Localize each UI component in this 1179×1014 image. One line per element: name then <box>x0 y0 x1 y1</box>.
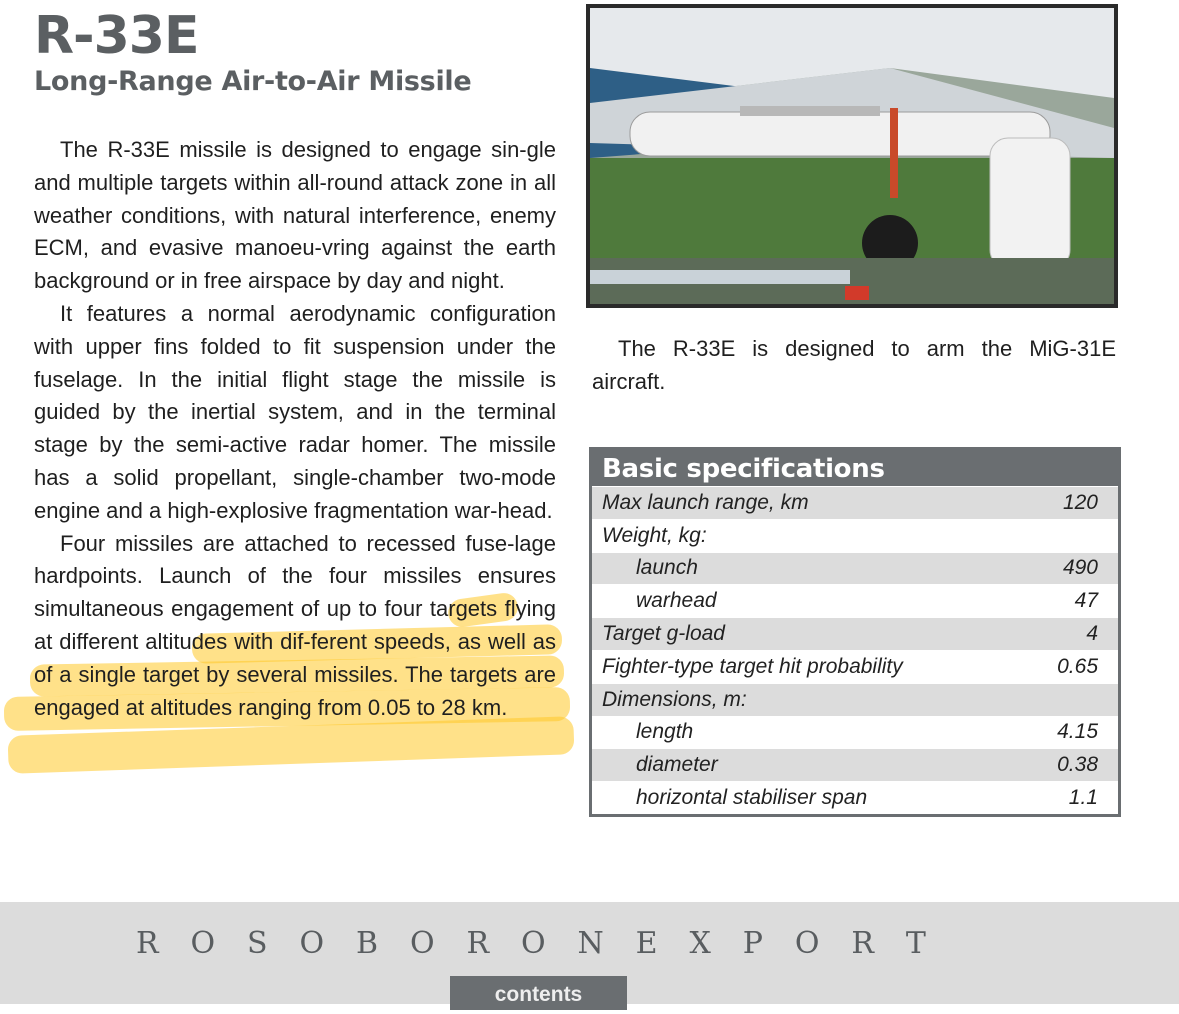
spec-label: length <box>636 720 694 744</box>
page-title: R-33E <box>34 6 199 66</box>
brand-letter: S <box>247 926 268 961</box>
spec-row <box>592 585 1118 617</box>
spec-label: Weight, kg: <box>602 523 707 547</box>
spec-label: warhead <box>636 589 717 613</box>
brand-letter: R <box>136 926 159 961</box>
spec-label: diameter <box>636 753 718 777</box>
brand-letter: O <box>409 926 435 961</box>
spec-label: Target g-load <box>602 622 725 646</box>
spec-row <box>592 782 1118 814</box>
brand-letter: B <box>356 926 379 961</box>
spec-row <box>592 553 1118 585</box>
spec-label: launch <box>636 556 698 580</box>
spec-row <box>592 651 1118 683</box>
brand-letter: R <box>851 926 874 961</box>
spec-value: 490 <box>1062 556 1098 580</box>
brand-letter: N <box>577 926 604 961</box>
spec-label: Fighter-type target hit probability <box>602 654 903 678</box>
brand-letter: X <box>689 926 711 961</box>
specs-table-title: Basic specifications <box>592 450 1118 486</box>
page-subtitle: Long-Range Air-to-Air Missile <box>34 66 472 97</box>
spec-label: Max launch range, km <box>602 490 809 514</box>
brand-letter: O <box>190 926 216 961</box>
brand-letter: O <box>299 926 325 961</box>
spec-value: 0.65 <box>1057 654 1098 678</box>
spec-label: horizontal stabiliser span <box>636 786 868 810</box>
spec-row <box>592 618 1118 650</box>
spec-value: 4 <box>1086 622 1098 646</box>
spec-value: 1.1 <box>1068 786 1098 810</box>
spec-value: 47 <box>1074 589 1098 613</box>
spec-label: Dimensions, m: <box>602 687 747 711</box>
spec-row <box>592 520 1118 552</box>
paragraph: Four missiles are attached to recessed fuse-lage hardpoints. Launch of the four missiles ensures simultaneous engagement of up to four targets flying at different altitudes with dif-ferent speeds, as well as of a single target by several missiles. The targets are engaged at altitudes ranging from 0.05 to 28 km. <box>34 530 556 720</box>
body-text <box>34 134 556 724</box>
brand-letter: E <box>635 926 658 961</box>
photo-caption: The R-33E is designed to arm the MiG-31E aircraft. <box>592 336 1116 394</box>
brand-wordmark <box>136 926 926 961</box>
brand-letter: T <box>905 926 926 961</box>
footer-bar <box>0 902 1179 1004</box>
missile-photo <box>586 4 1118 308</box>
spec-row <box>592 717 1118 749</box>
paragraph: It features a normal aerodynamic configuration with upper fins folded to fit suspension under the fuselage. In the initial flight stage the missile is guided by the inertial system, and in the terminal stage by the semi-active radar homer. The missile has a solid propellant, single-chamber two-mode engine and a high-explosive fragmentation war-head. <box>34 300 556 523</box>
contents-button[interactable]: contents <box>450 976 627 1010</box>
spec-value: 120 <box>1062 490 1098 514</box>
brand-letter: R <box>466 926 490 961</box>
brand-letter: O <box>794 926 820 961</box>
spec-value: 0.38 <box>1057 753 1098 777</box>
missile-photo-drawing <box>590 8 1114 304</box>
spec-row <box>592 487 1118 519</box>
brand-letter: P <box>742 926 763 961</box>
spec-value: 4.15 <box>1057 720 1098 744</box>
brand-letter: O <box>520 926 546 961</box>
specs-table <box>589 447 1121 817</box>
spec-row <box>592 749 1118 781</box>
spec-row <box>592 684 1118 716</box>
paragraph: The R-33E missile is designed to engage sin-gle and multiple targets within all-round attack zone in all weather conditions, with natural interference, enemy ECM, and evasive manoeu-vring against the earth background or in free airspace by day and night. <box>34 137 556 294</box>
